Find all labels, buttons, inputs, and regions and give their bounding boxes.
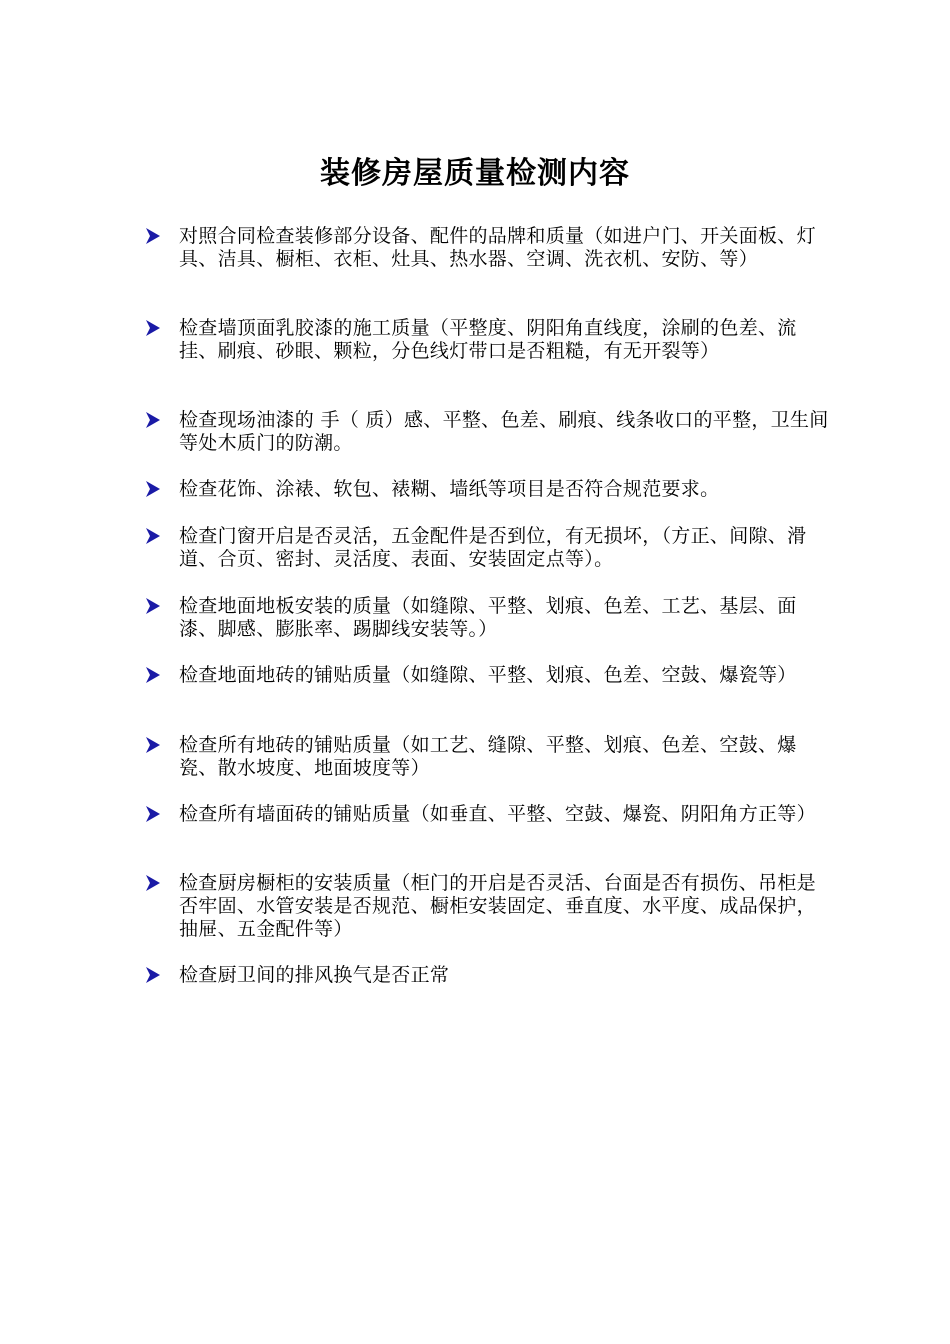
list-item-text: 检查现场油漆的 手（ 质）感、平整、色差、刷痕、线条收口的平整，卫生间等处木质门的防潮。 (179, 409, 829, 454)
list-item-text: 检查墙顶面乳胶漆的施工质量（平整度、阴阳角直线度，涂刷的色差、流挂、刷痕、砂眼、颗粒，分色线灯带口是否粗糙，有无开裂等） (179, 317, 797, 362)
list-item-text: 检查厨卫间的排风换气是否正常 (179, 964, 450, 986)
arrow-bullet-icon (144, 874, 162, 892)
arrow-bullet-icon (144, 480, 162, 498)
list-item-text: 检查地面地板安装的质量（如缝隙、平整、划痕、色差、工艺、基层、面漆、脚感、膨胀率、踢脚线安装等。） (179, 595, 797, 640)
list-item-text: 检查门窗开启是否灵活，五金配件是否到位，有无损坏，（方正、间隙、滑道、合页、密封、灵活度、表面、安装固定点等）。 (179, 525, 807, 570)
list-item-text: 检查厨房橱柜的安装质量（柜门的开启是否灵活、台面是否有损伤、吊柜是否牢固、水管安装是否规范、橱柜安装固定、垂直度、水平度、成品保护，抽屉、五金配件等） (179, 872, 816, 940)
arrow-bullet-icon (144, 411, 162, 429)
document-title: 装修房屋质量检测内容 (320, 156, 630, 191)
list-item (144, 664, 834, 687)
list-item-text: 对照合同检查装修部分设备、配件的品牌和质量（如进户门、开关面板、灯具、洁具、橱柜、衣柜、灶具、热水器、空调、洗衣机、安防、等） (179, 225, 816, 270)
list-item-text: 检查所有墙面砖的铺贴质量（如垂直、平整、空鼓、爆瓷、阴阳角方正等） (179, 803, 816, 825)
list-item (144, 872, 834, 941)
list-item-text: 检查花饰、涂裱、软包、裱糊、墙纸等项目是否符合规范要求。 (179, 478, 720, 500)
arrow-bullet-icon (144, 966, 162, 984)
list-item (144, 525, 834, 571)
list-item (144, 803, 834, 826)
list-item (144, 317, 834, 363)
arrow-bullet-icon (144, 227, 162, 245)
arrow-bullet-icon (144, 666, 162, 684)
arrow-bullet-icon (144, 319, 162, 337)
arrow-bullet-icon (144, 597, 162, 615)
list-item (144, 734, 834, 780)
arrow-bullet-icon (144, 805, 162, 823)
list-item (144, 478, 834, 501)
list-item (144, 964, 834, 987)
list-item (144, 595, 834, 641)
list-item (144, 409, 834, 455)
list-item-text: 检查地面地砖的铺贴质量（如缝隙、平整、划痕、色差、空鼓、爆瓷等） (179, 664, 797, 686)
arrow-bullet-icon (144, 736, 162, 754)
arrow-bullet-icon (144, 527, 162, 545)
list-item (144, 225, 834, 271)
list-item-text: 检查所有地砖的铺贴质量（如工艺、缝隙、平整、划痕、色差、空鼓、爆瓷、散水坡度、地面坡度等） (179, 734, 797, 779)
